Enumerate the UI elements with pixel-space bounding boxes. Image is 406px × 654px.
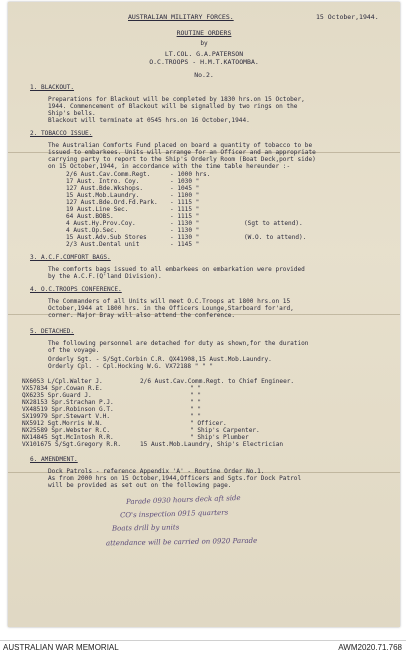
schedule-unit: 4 Aust.Op.Sec.	[66, 227, 118, 234]
schedule-unit: 2/6 Aust.Cav.Comm.Regt.	[66, 171, 151, 178]
detached-name: NX6053 L/Cpl.Walter J.	[22, 378, 103, 385]
schedule-unit: 127 Aust.Bde.Wkshops.	[66, 185, 144, 192]
section-heading: 2. TOBACCO ISSUE.	[30, 130, 93, 137]
routine-orders-heading: ROUTINE ORDERS	[176, 29, 232, 37]
schedule-unit: 127 Aust.Bde.Ord.Fd.Park.	[66, 199, 158, 206]
detached-unit: " "	[190, 399, 202, 406]
detached-unit: " "	[190, 406, 202, 413]
schedule-time: - 1030 "	[170, 178, 200, 185]
section-text: October,1944 at 1800 hrs. in the Officers Lounge,Starboard for'ard,	[48, 305, 294, 312]
handwritten-note: Boats drill by units	[111, 523, 180, 533]
schedule-time: - 1145 "	[170, 241, 200, 248]
schedule-time: - 1100 "	[170, 192, 200, 199]
section-text: Preparations for Blackout will be completed by 1830 hrs.on 15 October,	[48, 96, 305, 103]
detached-name: QX6235 Spr.Guard J.	[22, 392, 92, 399]
detached-unit: " Ship's Plumber	[190, 434, 249, 441]
schedule-time: - 1130 "	[170, 220, 200, 227]
schedule-note: (Sgt to attend).	[244, 220, 303, 227]
section-text: will be provided as set out on the following page.	[48, 482, 232, 489]
schedule-unit: 4 Aust.Hy.Prov.Coy.	[66, 220, 136, 227]
section-heading: 3. A.C.F.COMFORT BAGS.	[30, 254, 111, 261]
document-title: AUSTRALIAN MILITARY FORCES.	[128, 13, 234, 21]
detached-name: VX57834 Spr.Cowan R.E.	[22, 385, 103, 392]
document-date: 15 October,1944.	[316, 13, 379, 21]
detached-unit: " Officer.	[190, 420, 227, 427]
schedule-time: - 1000 hrs.	[170, 171, 211, 178]
section-text: The comforts bags issued to all embarkees on embarkation were provided	[48, 266, 305, 273]
detached-unit: " "	[190, 392, 202, 399]
section-text: carrying party to report to the Ship's Orderly Room (Boat Deck,port side)	[48, 156, 316, 163]
schedule-unit: 19 Aust.Line Sec.	[66, 206, 129, 213]
section-text: Ship's bells.	[48, 110, 96, 117]
schedule-time: - 1115 "	[170, 199, 200, 206]
document-page	[8, 2, 400, 627]
detached-name: VX101675 S/Sgt.Gregory R.R.	[22, 441, 122, 448]
schedule-time: - 1115 "	[170, 206, 200, 213]
officer-name: LT.COL. G.A.PATERSON	[164, 50, 244, 58]
handwritten-note: attendance will be carried on 0920 Parade	[105, 536, 258, 548]
detached-unit: " Ship's Carpenter.	[190, 427, 260, 434]
footer-institution: AUSTRALIAN WAR MEMORIAL	[3, 643, 119, 652]
section-text: Orderly Sgt. - S/Sgt.Corbin C.R. QX41908,15 Aust.Mob.Laundry.	[48, 356, 272, 363]
section-text: by the A.C.F.(Q'land Division).	[48, 273, 162, 280]
detached-name: NX14845 Sgt.McIntosh R.R.	[22, 434, 114, 441]
section-text: The Australian Comforts Fund placed on board a quantity of tobacco to be	[48, 142, 313, 149]
section-text: of the voyage.	[48, 347, 100, 354]
schedule-time: - 1130 "	[170, 227, 200, 234]
handwritten-note: CO's inspection 0915 quarters	[119, 508, 229, 520]
by-line: by	[200, 40, 208, 47]
section-heading: 1. BLACKOUT.	[30, 84, 75, 91]
schedule-time: - 1115 "	[170, 213, 200, 220]
schedule-unit: 15 Aust.Mob.Laundry.	[66, 192, 140, 199]
section-heading: 4. O.C.TROOPS CONFERENCE.	[30, 286, 122, 293]
section-text: corner. Major Bray will also attend the conference.	[48, 312, 236, 319]
detached-unit: 15 Aust.Mob.Laundry, Ship's Electrician	[140, 441, 284, 448]
handwritten-note: Parade 0930 hours deck aft side	[125, 494, 241, 506]
detached-name: VX48519 Spr.Robinson G.T.	[22, 406, 114, 413]
section-text: Orderly Cpl. - Cpl.Hocking W.G. VX72188 " " "	[48, 363, 214, 370]
section-heading: 5. DETACHED.	[30, 328, 75, 335]
detached-name: SX19979 Spr.Stewart V.H.	[22, 413, 111, 420]
detached-name: NX28153 Spr.Strachan P.J.	[22, 399, 114, 406]
detached-unit: " "	[190, 413, 202, 420]
section-heading: 6. AMENDMENT.	[30, 456, 78, 463]
section-text: issued to embarkees. Units will arrange for an Officer and an appropriate	[48, 149, 316, 156]
section-text: The following personnel are detached for duty as shown,for the duration	[48, 340, 309, 347]
schedule-unit: 64 Aust.BOBS.	[66, 213, 114, 220]
schedule-unit: 15 Aust.Adv.Sub Stores	[66, 234, 147, 241]
footer-accession-number: AWM2020.71.768	[338, 643, 402, 652]
officer-role: O.C.TROOPS - H.M.T.KATOOMBA.	[149, 58, 259, 66]
detached-unit: " "	[190, 385, 202, 392]
section-text: Blackout will terminate at 0545 hrs.on 16 October,1944.	[48, 117, 250, 124]
schedule-time: - 1045 "	[170, 185, 200, 192]
detached-name: NX5912 Sgt.Morris W.N.	[22, 420, 103, 427]
schedule-unit: 17 Aust. Intro. Coy.	[66, 178, 140, 185]
schedule-time: - 1130 "	[170, 234, 200, 241]
archive-footer	[0, 640, 406, 654]
schedule-note: (W.O. to attend).	[244, 234, 307, 241]
section-text: The Commanders of all Units will meet O.C.Troops at 1800 hrs.on 15	[48, 298, 291, 305]
section-text: Dock Patrols - reference Appendix 'A' - Routine Order No.1.	[48, 468, 265, 475]
order-number: No.2.	[194, 71, 214, 79]
detached-name: NX25589 Spr.Webster R.C.	[22, 427, 111, 434]
detached-unit: 2/6 Aust.Cav.Comm.Regt. to Chief Engineer.	[140, 378, 295, 385]
section-text: As from 2000 hrs on 15 October,1944,Officers and Sgts.for Dock Patrol	[48, 475, 302, 482]
schedule-unit: 2/3 Aust.Dental unit	[66, 241, 140, 248]
section-text: 1944. Commencement of Blackout will be signalled by two rings on the	[48, 103, 298, 110]
section-text: on 15 October,1944, in accordance with the time table hereunder :-	[48, 163, 291, 170]
